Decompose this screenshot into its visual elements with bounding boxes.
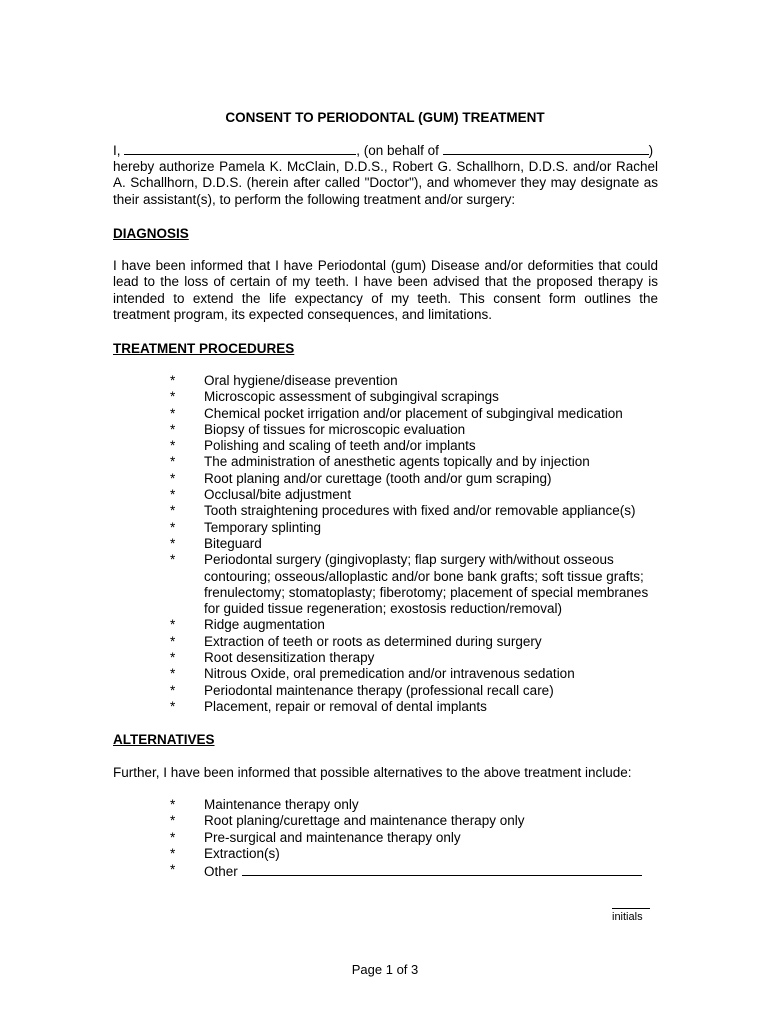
list-item: * Other bbox=[0, 862, 664, 880]
list-item: * Biopsy of tissues for microscopic evaluation bbox=[170, 421, 466, 437]
list-item: * Root desensitization therapy bbox=[170, 650, 375, 666]
alternatives-heading: ALTERNATIVES bbox=[113, 732, 215, 747]
list-item: * Root planing and/or curettage (tooth and/or gum scraping) bbox=[170, 470, 552, 486]
bullet-star: * bbox=[170, 829, 176, 845]
bullet-star: * bbox=[170, 438, 176, 454]
list-item: * Pre-surgical and maintenance therapy only bbox=[170, 829, 461, 845]
document-title: CONSENT TO PERIODONTAL (GUM) TREATMENT bbox=[225, 110, 545, 125]
bullet-star: * bbox=[170, 698, 176, 714]
list-item: * Oral hygiene/disease prevention bbox=[170, 373, 398, 388]
list-item: * Microscopic assessment of subgingival scrapings bbox=[170, 389, 499, 405]
bullet-star: * bbox=[170, 487, 176, 503]
bullet-star: * bbox=[170, 421, 176, 437]
bullet-star: * bbox=[170, 813, 176, 829]
on-behalf-of-field[interactable] bbox=[443, 142, 649, 155]
list-item: * Temporary splinting bbox=[170, 519, 322, 535]
bullet-star: * bbox=[170, 617, 176, 633]
intro-prefix: I, bbox=[113, 143, 121, 158]
patient-name-field[interactable] bbox=[124, 142, 356, 155]
initials-field[interactable] bbox=[612, 908, 650, 909]
bullet-star: * bbox=[170, 666, 176, 682]
bullet-star: * bbox=[170, 633, 176, 649]
treatment-procedures-heading: TREATMENT PROCEDURES bbox=[113, 341, 295, 356]
diagnosis-paragraph: I have been informed that I have Periodontal (gum) Disease and/or deformities that could lead to the loss of certain of my teeth. I have been advised that the proposed therapy is intended to extend the life expectancy of my teeth. This consent form outlines the treatment program, its expected consequences, and limitations. bbox=[113, 258, 658, 322]
list-item: * Maintenance therapy only bbox=[170, 797, 359, 812]
list-item: * Polishing and scaling of teeth and/or implants bbox=[170, 438, 476, 454]
list-item: * The administration of anesthetic agents topically and by injection bbox=[170, 454, 590, 470]
list-item: * Extraction(s) bbox=[170, 845, 280, 861]
other-alternative-field[interactable] bbox=[242, 862, 642, 876]
bullet-star: * bbox=[170, 862, 176, 878]
list-item: * Placement, repair or removal of dental implants bbox=[170, 698, 487, 714]
treatment-procedures-list bbox=[0, 373, 664, 715]
bullet-star: * bbox=[170, 389, 176, 405]
alternatives-intro: Further, I have been informed that possible alternatives to the above treatment include: bbox=[113, 765, 632, 780]
initials-label: initials bbox=[612, 911, 643, 923]
list-item: * Root planing/curettage and maintenance therapy only bbox=[170, 813, 525, 829]
bullet-star: * bbox=[170, 797, 176, 812]
bullet-star: * bbox=[170, 454, 176, 470]
diagnosis-heading: DIAGNOSIS bbox=[113, 226, 189, 241]
bullet-star: * bbox=[170, 845, 176, 861]
bullet-star: * bbox=[170, 519, 176, 535]
page-number: Page 1 of 3 bbox=[351, 962, 419, 977]
bullet-star: * bbox=[170, 650, 176, 666]
patient-name-line bbox=[113, 142, 658, 160]
list-item: * Chemical pocket irrigation and/or placement of subgingival medication bbox=[170, 405, 623, 421]
bullet-star: * bbox=[170, 552, 176, 568]
alternatives-list bbox=[0, 797, 664, 880]
intro-middle: , (on behalf of bbox=[356, 143, 439, 158]
list-item: * Extraction of teeth or roots as determined during surgery bbox=[170, 633, 542, 649]
bullet-star: * bbox=[170, 470, 176, 486]
bullet-star: * bbox=[170, 373, 176, 388]
intro-suffix: ) bbox=[648, 143, 654, 158]
authorization-paragraph: hereby authorize Pamela K. McClain, D.D.S., Robert G. Schallhorn, D.D.S. and/or Rachel A. Schallhorn, D.D.S. (herein after called "Doctor"), and whomever they may designate as their assistant(s), to perform the following treatment and/or surgery: bbox=[113, 159, 658, 207]
list-item: * Occlusal/bite adjustment bbox=[170, 487, 352, 503]
list-item: * Biteguard bbox=[170, 535, 262, 551]
list-item: * Ridge augmentation bbox=[170, 617, 325, 633]
list-item: * Periodontal maintenance therapy (professional recall care) bbox=[170, 682, 554, 698]
bullet-star: * bbox=[170, 535, 176, 551]
list-item: * Tooth straightening procedures with fixed and/or removable appliance(s) bbox=[170, 503, 636, 519]
list-item: * Periodontal surgery (gingivoplasty; flap surgery with/without osseous contouring; osseous/alloplastic and/or bone bank grafts; soft tissue grafts; frenulectomy; stomatoplasty; fiberotomy; placement of special membranes for guided tissue regeneration; exostosis reduction/removal) bbox=[170, 552, 649, 617]
bullet-star: * bbox=[170, 405, 176, 421]
bullet-star: * bbox=[170, 503, 176, 519]
bullet-star: * bbox=[170, 682, 176, 698]
list-item: * Nitrous Oxide, oral premedication and/or intravenous sedation bbox=[170, 666, 575, 682]
